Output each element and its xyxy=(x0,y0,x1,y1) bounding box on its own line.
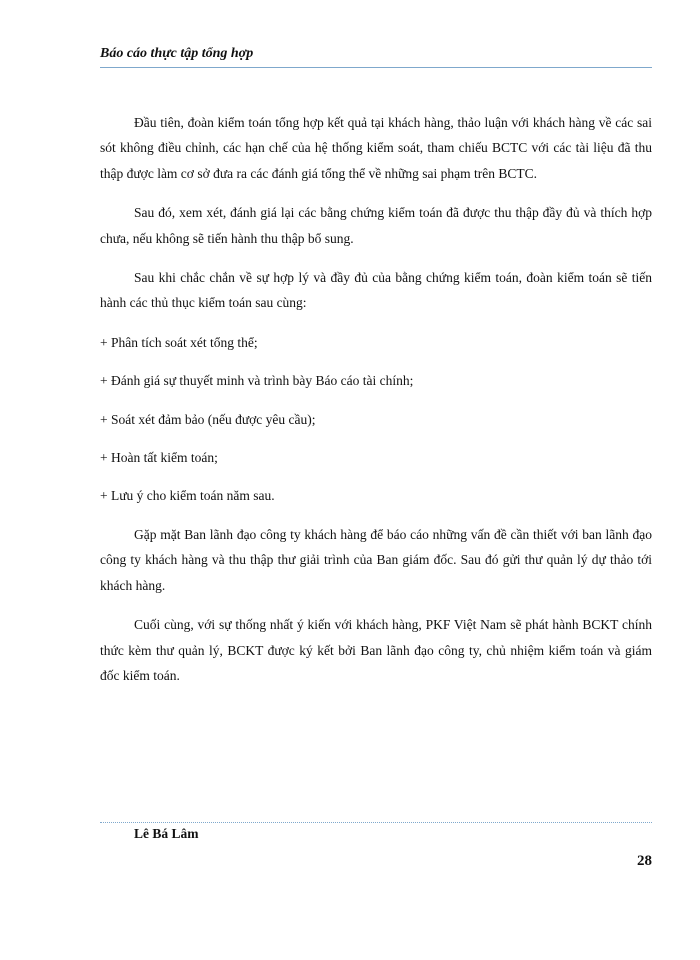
list-item: + Hoàn tất kiểm toán; xyxy=(100,450,218,466)
paragraph: Gặp mặt Ban lãnh đạo công ty khách hàng để báo cáo những vấn đề cần thiết với ban lãnh đạo công ty khách hàng và thu thập thư giải trình của Ban giám đốc. Sau đó gửi thư quản lý dự thảo tới khách hàng. xyxy=(100,526,652,593)
list-item: + Lưu ý cho kiểm toán năm sau. xyxy=(100,488,275,504)
author-name: Lê Bá Lâm xyxy=(134,826,199,841)
paragraph: Đầu tiên, đoàn kiểm toán tổng hợp kết quả tại khách hàng, thảo luận với khách hàng về các sai sót không điều chỉnh, các hạn chế của hệ thống kiểm soát, tham chiếu BCTC với các tài liệu đã thu thập được làm cơ sở đưa ra các đánh giá tổng thể về những sai phạm trên BCTC. xyxy=(100,115,652,181)
list-item: + Phân tích soát xét tổng thể; xyxy=(100,334,258,350)
paragraph: Cuối cùng, với sự thống nhất ý kiến với khách hàng, PKF Việt Nam sẽ phát hành BCKT chính thức kèm thư quản lý, BCKT được ký kết bởi Ban lãnh đạo công ty, chủ nhiệm kiểm toán và giám đốc kiểm toán. xyxy=(100,617,652,683)
header-title: Báo cáo thực tập tổng hợp xyxy=(100,46,254,61)
document-body xyxy=(100,110,652,702)
paragraph: Sau đó, xem xét, đánh giá lại các bằng chứng kiểm toán đã được thu thập đầy đủ và thích hợp chưa, nếu không sẽ tiến hành thu thập bổ sung. xyxy=(100,205,652,246)
footer-divider xyxy=(100,822,652,823)
list-item: + Đánh giá sự thuyết minh và trình bày Báo cáo tài chính; xyxy=(100,373,414,389)
page-number: 28 xyxy=(637,853,652,869)
header-divider xyxy=(100,67,652,68)
paragraph: Sau khi chắc chắn về sự hợp lý và đầy đủ của bằng chứng kiểm toán, đoàn kiểm toán sẽ tiến hành các thủ thục kiểm toán sau cùng: xyxy=(100,270,652,311)
list-item: + Soát xét đảm bảo (nếu được yêu cầu); xyxy=(100,411,316,427)
